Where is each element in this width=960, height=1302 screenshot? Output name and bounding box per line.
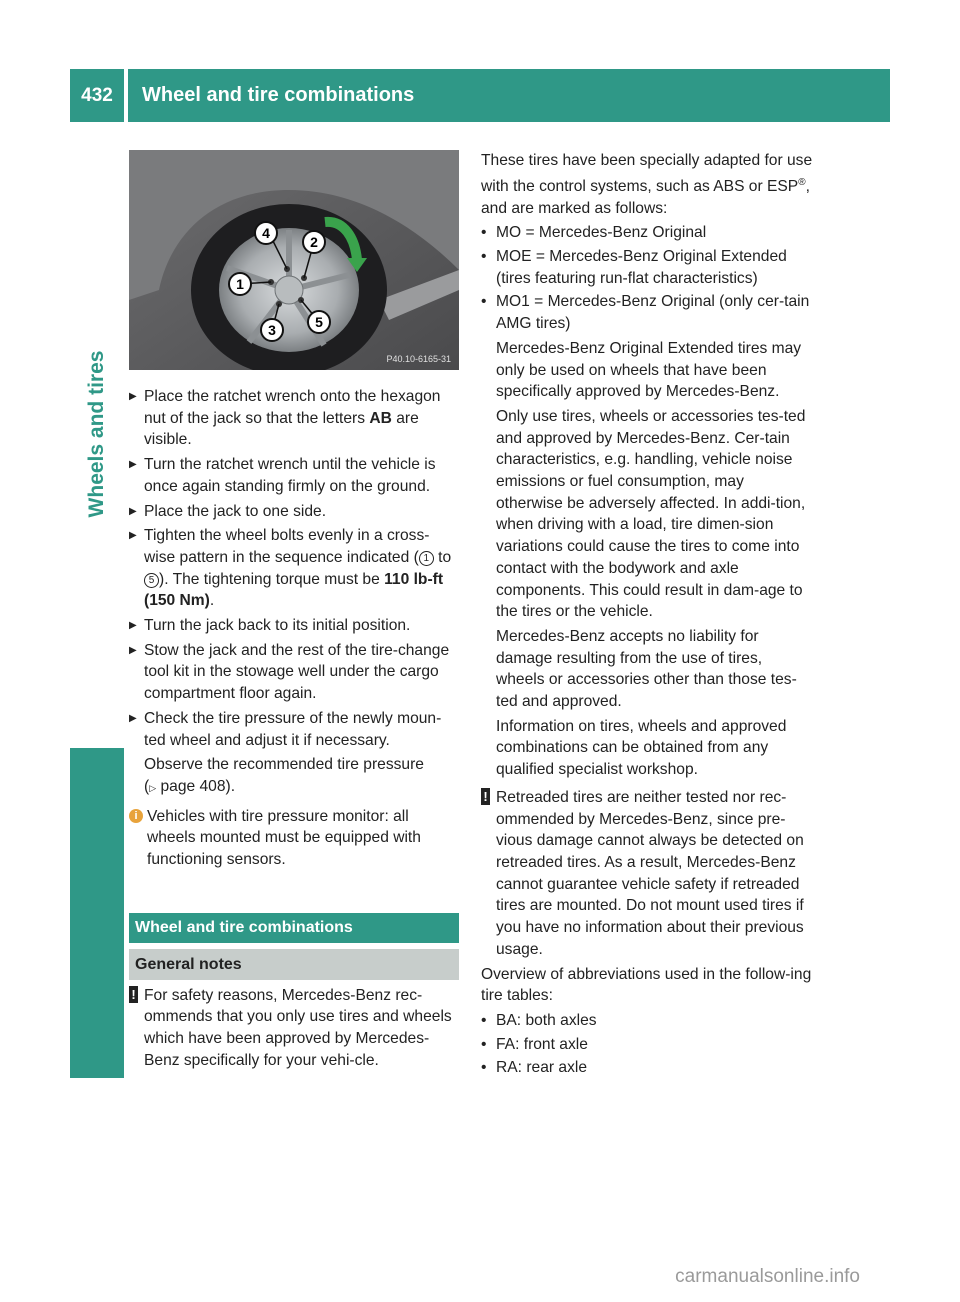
header-title: Wheel and tire combinations	[142, 84, 415, 106]
figure-code: P40.10-6165-31	[386, 354, 451, 364]
sidebar-block	[70, 748, 124, 1078]
mark-item-mo: • MO = Mercedes-Benz Original	[481, 224, 707, 242]
header-divider	[124, 69, 128, 122]
step-4: ▶ Tighten the wheel bolts evenly in a cross-wise pattern in the sequence indicated ( 1 to 5 ). The tightening torque must be 110 lb-ft (150 Nm).	[129, 525, 459, 612]
abbrev-fa: • FA: front axle	[481, 1035, 588, 1053]
page-ref-link[interactable]: page 408).	[160, 777, 236, 795]
intro-paragraph: These tires have been specially adapted for use with the control systems, such as ABS or ESP®, and are marked as follows:	[481, 152, 813, 217]
sidebar-label-area	[73, 120, 121, 748]
right-column	[481, 150, 813, 1079]
info-icon: i	[129, 809, 143, 823]
paragraph-3: Mercedes-Benz accepts no liability for damage resulting from the use of tires, wheels or accessories other than those tes-ted and approved.	[496, 627, 797, 711]
sidebar-label: Wheels and tires	[85, 350, 108, 518]
marker-3: 3	[268, 322, 276, 338]
abbrev-ra: • RA: rear axle	[481, 1059, 587, 1077]
step-6: ▶ Stow the jack and the rest of the tire-change tool kit in the stowage well under the cargo compartment floor again.	[129, 640, 459, 705]
mark-item-mo1: • MO1 = Mercedes-Benz Original (only cer-tain AMG tires)	[481, 293, 810, 333]
marker-2: 2	[310, 234, 318, 250]
warning-note-1: ! For safety reasons, Mercedes-Benz rec-ommends that you only use tires and wheels which have been approved by Mercedes-Benz specifically for your vehi-cle.	[129, 985, 459, 1072]
paragraph-4: Information on tires, wheels and approved combinations can be obtained from any qualified specialist workshop.	[496, 717, 787, 779]
page-ref-icon: ▷	[149, 782, 157, 793]
mark-item-moe: • MOE = Mercedes-Benz Original Extended (tires featuring run-flat characteristics)	[481, 248, 787, 287]
marker-1: 1	[236, 276, 244, 292]
info-note: i Vehicles with tire pressure monitor: all wheels mounted must be equipped with functioning sensors.	[129, 806, 459, 871]
overview-paragraph: Overview of abbreviations used in the follow-ing tire tables:	[481, 965, 812, 1005]
ref-marker-5: 5	[144, 573, 159, 588]
warning-icon: !	[129, 986, 138, 1003]
warning-icon: !	[481, 788, 490, 805]
ref-marker-1: 1	[419, 551, 434, 566]
observe-note: Observe the recommended tire pressure (▷ page 408).	[144, 756, 424, 795]
step-3: ▶ Place the jack to one side.	[129, 501, 459, 523]
section-title: Wheel and tire combinations	[129, 913, 459, 943]
abbrev-ba: • BA: both axles	[481, 1011, 597, 1029]
wheel-illustration	[129, 150, 459, 370]
paragraph-1: Mercedes-Benz Original Extended tires may only be used on wheels that have been specifically approved by Mercedes-Benz.	[496, 339, 802, 401]
page-number: 432	[81, 85, 113, 106]
step-1: ▶ Place the ratchet wrench onto the hexagon nut of the jack so that the letters AB are visible.	[129, 386, 459, 451]
subsection-title: General notes	[129, 949, 459, 980]
step-2: ▶ Turn the ratchet wrench until the vehicle is once again standing firmly on the ground.	[129, 454, 459, 497]
page-header	[70, 69, 890, 122]
marker-5: 5	[315, 314, 323, 330]
left-column	[129, 150, 459, 1072]
paragraph-2: Only use tires, wheels or accessories tes-ted and approved by Mercedes-Benz. Cer-tain characteristics, e.g. handling, vehicle noise emissions or fuel consumption, may otherwise be adversely affected. In addi-tion, when driving with a load, tire dimen-sion variations could cause the tires to come into contact with the bodywork and axle components. This could result in dam-age to the tires or the vehicle.	[496, 407, 806, 621]
step-5: ▶ Turn the jack back to its initial position.	[129, 615, 459, 637]
warning-note-2: ! Retreaded tires are neither tested nor rec-ommended by Mercedes-Benz, since pre-vious damage cannot always be detected on retreaded tires. As a result, Mercedes-Benz cannot guarantee vehicle safety if retreaded tires are mounted. Do not mount used tires if you have no information about their previous usage.	[481, 787, 813, 961]
wheel-figure	[129, 150, 459, 370]
marker-4: 4	[262, 225, 270, 241]
watermark: carmanualsonline.info	[675, 1266, 860, 1287]
step-7: ▶ Check the tire pressure of the newly moun-ted wheel and adjust it if necessary.	[129, 708, 459, 751]
